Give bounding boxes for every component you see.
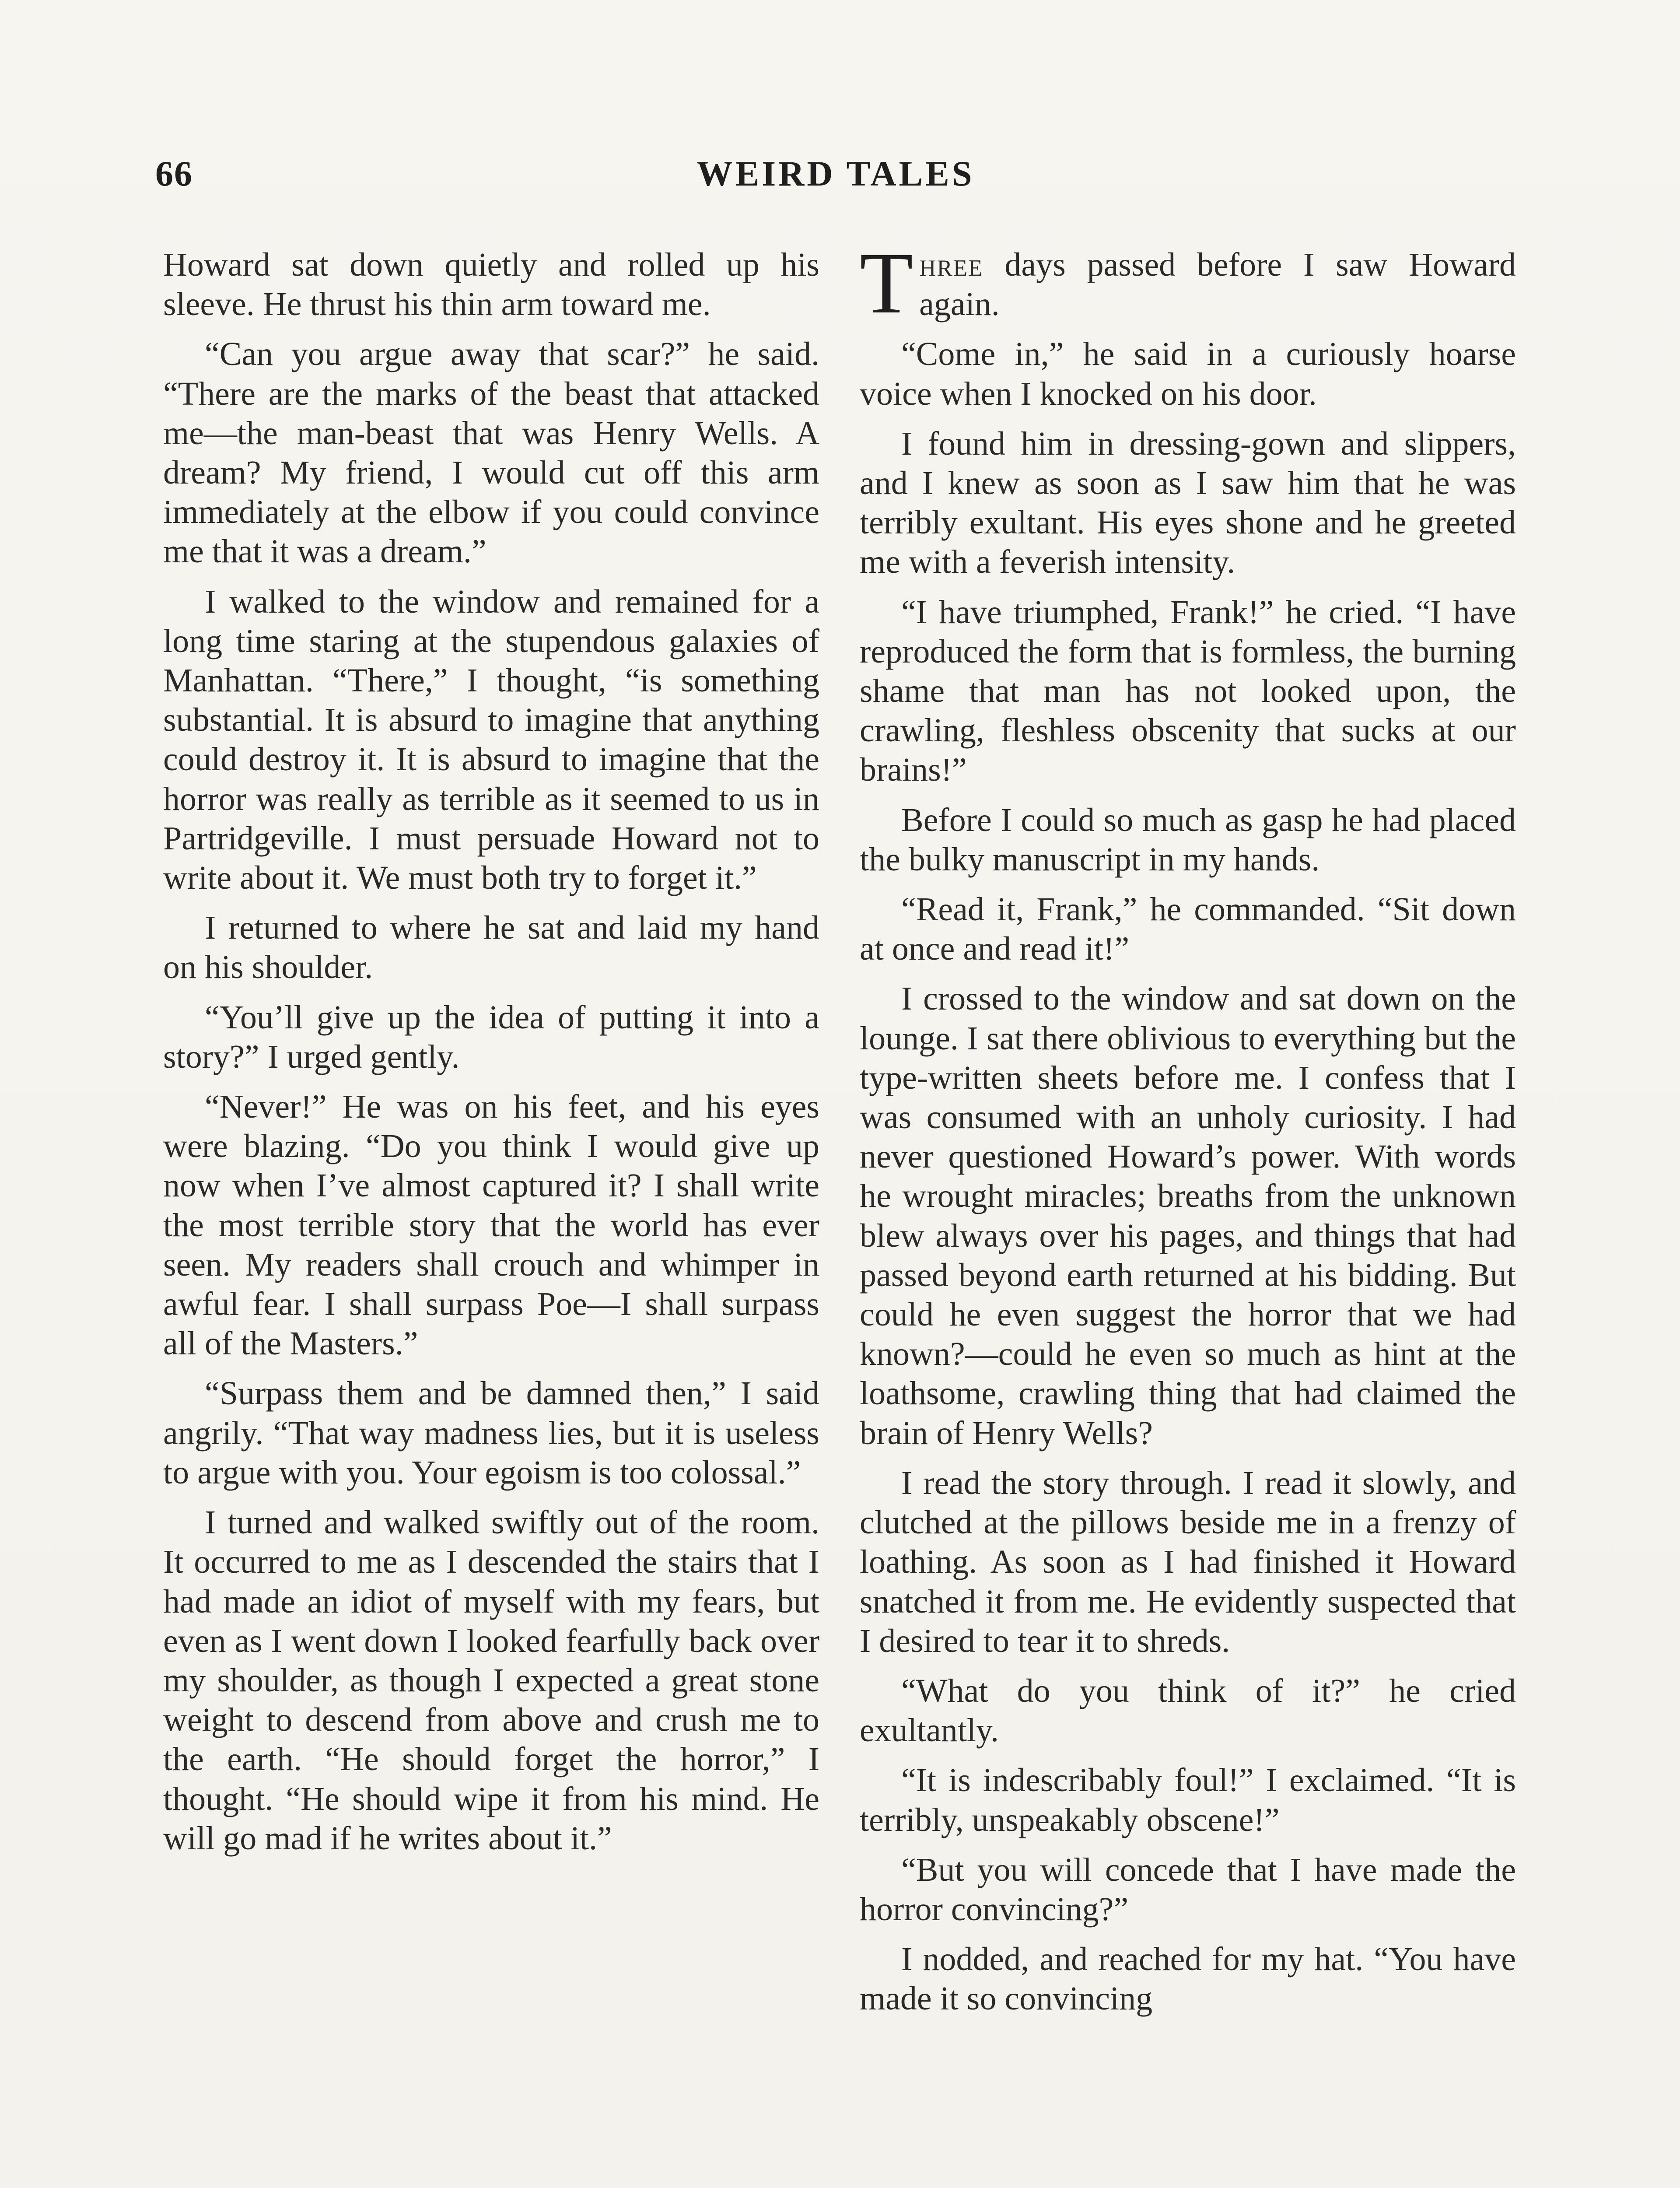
paragraph: I read the story through. I read it slowly, and clutched at the pillows beside me in a frenzy of loathing. As soon as I had finished it Howard snatched it from me. He evidently suspected that I desired to tear it to shreds. xyxy=(860,1464,1516,1659)
paragraph: “Can you argue away that scar?” he said. “There are the marks of the beast that attacked me—the man-beast that was Henry Wells. A dream? My friend, I would cut off this arm immediately at the elbow if you could convince me that it was a dream.” xyxy=(163,336,819,570)
paragraph: “Surpass them and be damned then,” I said angrily. “That way madness lies, but it is useless to argue with you. Your egoism is too colossal.” xyxy=(163,1375,819,1491)
paragraph: I nodded, and reached for my hat. “You have made it so convincing xyxy=(860,1941,1516,2017)
drop-cap-smallcaps: hree xyxy=(919,246,984,283)
paragraph: “Read it, Frank,” he commanded. “Sit down at once and read it!” xyxy=(860,891,1516,968)
opening-text: days passed before I saw Howard again. xyxy=(919,246,1516,323)
paragraph: I found him in dressing-gown and slippers, and I knew as soon as I saw him that he was terribly exultant. His eyes shone and he greeted me with a feverish intensity. xyxy=(860,425,1516,581)
paragraph: “Come in,” he said in a curiously hoarse voice when I knocked on his door. xyxy=(860,336,1516,412)
paragraph: “But you will concede that I have made the horror convincing?” xyxy=(860,1851,1516,1928)
drop-cap: T xyxy=(860,235,914,332)
paragraph: I crossed to the window and sat down on the lounge. I sat there oblivious to everything but the type-written sheets before me. I confess that I was consumed with an unholy curiosity. I had never questioned Howard’s power. With words he wrought miracles; breaths from the unknown blew always over his pages, and things that had passed beyond earth returned at his bidding. But could he even suggest the horror that we had known?—could he even so much as hint at the loathsome, crawling thing that had claimed the brain of Henry Wells? xyxy=(860,980,1516,1452)
paragraph: Before I could so much as gasp he had placed the bulky manuscript in my hands. xyxy=(860,801,1516,878)
paragraph: I walked to the window and remained for a long time staring at the stupendous galaxies of Manhattan. “There,” I thought, “is something substantial. It is absurd to imagine that anything could destroy it. It is absurd to imagine that the horror was really as terrible as it seemed to us in Partridgeville. I must persuade Howard not to write about it. We must both try to forget it.” xyxy=(163,583,819,897)
paragraph: “What do you think of it?” he cried exultantly. xyxy=(860,1672,1516,1749)
paragraph: “It is indescribably foul!” I exclaimed. “It is terribly, unspeakably obscene!” xyxy=(860,1762,1516,1838)
paragraph: I returned to where he sat and laid my hand on his shoulder. xyxy=(163,909,819,986)
paragraph: “You’ll give up the idea of putting it into a story?” I urged gently. xyxy=(163,999,819,1075)
paragraph: “I have triumphed, Frank!” he cried. “I have reproduced the form that is formless, the burning shame that man has not looked upon, the crawling, fleshless obscenity that sucks at our brains!” xyxy=(860,593,1516,789)
paragraph: I turned and walked swiftly out of the room. It occurred to me as I descended the stairs that I had made an idiot of myself with my fears, but even as I went down I looked fearfully back over my shoulder, as though I expected a great stone weight to descend from above and crush me to the earth. “He should forget the horror,” I thought. “He should wipe it from his mind. He will go mad if he writes about it.” xyxy=(163,1504,819,1857)
paragraph: Howard sat down quietly and rolled up his sleeve. He thrust his thin arm toward me. xyxy=(163,246,819,323)
paragraph: “Never!” He was on his feet, and his eyes were blazing. “Do you think I would give up now when I’ve almost captured it? I shall write the most terrible story that the world has ever seen. My readers shall crouch and whimper in awful fear. I shall surpass Poe—I shall surpass all of the Masters.” xyxy=(163,1088,819,1362)
page-header xyxy=(155,153,1516,197)
page-number: 66 xyxy=(155,154,193,193)
right-column xyxy=(860,235,1516,2029)
running-title: WEIRD TALES xyxy=(696,154,975,193)
left-column xyxy=(163,245,819,1869)
section-opening-paragraph xyxy=(860,235,1516,332)
